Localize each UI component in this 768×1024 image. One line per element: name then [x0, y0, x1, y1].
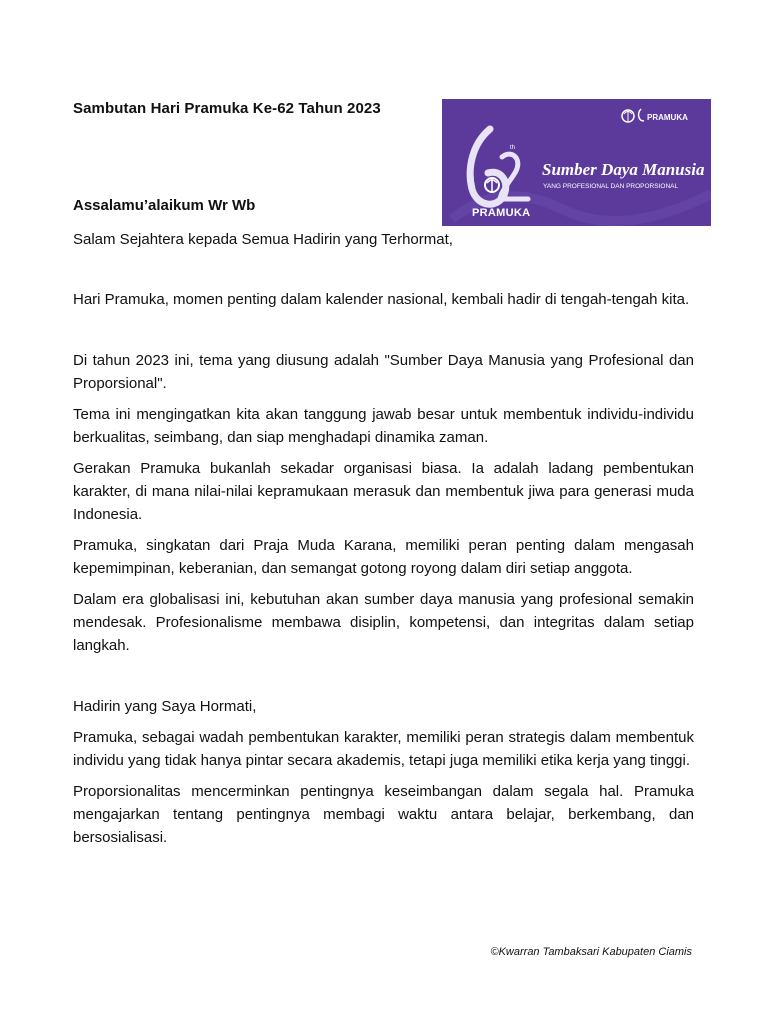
- paragraph: Salam Sejahtera kepada Semua Hadirin yang Terhormat,: [73, 231, 453, 248]
- theme-title: Sumber Daya Manusia: [542, 160, 705, 179]
- brand-label: PRAMUKA: [647, 113, 688, 122]
- paragraph: Gerakan Pramuka bukanlah sekadar organisasi biasa. Ia adalah ladang pembentukan karakter, di mana nilai-nilai kepramukaan merasuk dan membentuk jiwa para generasi muda Indonesia.: [73, 460, 694, 523]
- paragraph: Tema ini mengingatkan kita akan tanggung jawab besar untuk membentuk individu-individu berkualitas, seimbang, dan siap menghadapi dinamika zaman.: [73, 406, 694, 446]
- anniversary-suffix: th: [510, 145, 516, 151]
- paragraph: Di tahun 2023 ini, tema yang diusung adalah "Sumber Daya Manusia yang Profesional dan Proporsional".: [73, 352, 694, 392]
- paragraph: Pramuka, singkatan dari Praja Muda Karana, memiliki peran penting dalam mengasah kepemimpinan, keberanian, dan semangat gotong royong dalam diri setiap anggota.: [73, 537, 694, 577]
- banner-artwork: [442, 99, 711, 226]
- paragraph: Hari Pramuka, momen penting dalam kalender nasional, kembali hadir di tengah-tengah kita.: [73, 291, 690, 308]
- theme-subtitle: YANG PROFESIONAL DAN PROPORSIONAL: [543, 183, 679, 190]
- copyright-footer: ©Kwarran Tambaksari Kabupaten Ciamis: [490, 946, 692, 958]
- paragraph: Pramuka, sebagai wadah pembentukan karakter, memiliki peran strategis dalam membentuk individu yang tidak hanya pintar secara akademis, tetapi juga memiliki etika kerja yang tinggi.: [73, 729, 694, 769]
- logo-label: PRAMUKA: [472, 207, 531, 219]
- paragraph: Proporsionalitas mencerminkan pentingnya keseimbangan dalam segala hal. Pramuka mengajarkan tentang pentingnya membagi waktu antara belajar, berkembang, dan bersosialisasi.: [73, 783, 694, 846]
- document-title: Sambutan Hari Pramuka Ke-62 Tahun 2023: [73, 100, 381, 117]
- paragraph: Dalam era globalisasi ini, kebutuhan akan sumber daya manusia yang profesional semakin mendesak. Profesionalisme membawa disiplin, kompetensi, dan integritas dalam setiap langkah.: [73, 591, 694, 654]
- hari-pramuka-banner: [442, 99, 711, 226]
- greeting: Assalamu’alaikum Wr Wb: [73, 197, 256, 214]
- paragraph: Hadirin yang Saya Hormati,: [73, 698, 257, 715]
- document-body: [73, 228, 694, 857]
